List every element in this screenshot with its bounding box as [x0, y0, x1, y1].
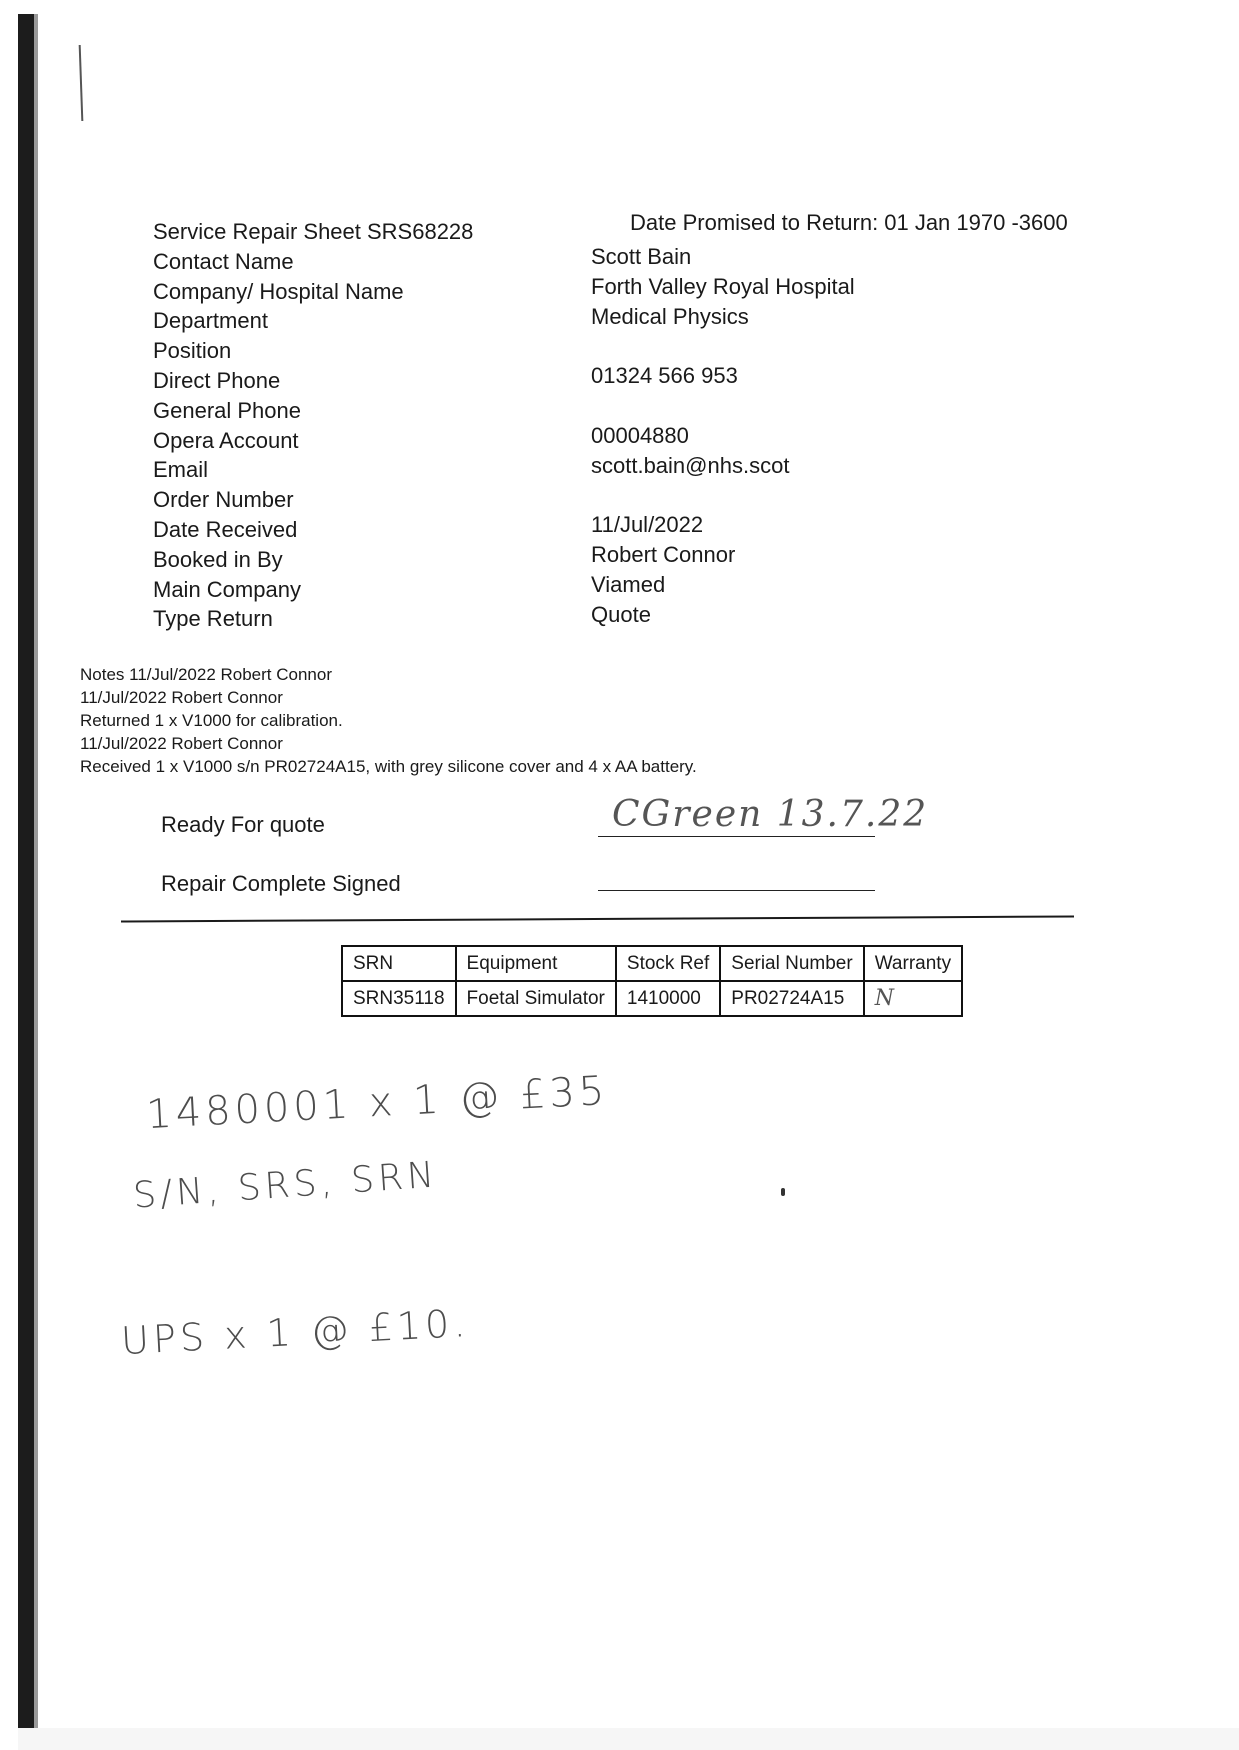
- note-line: Received 1 x V1000 s/n PR02724A15, with grey silicone cover and 4 x AA battery.: [80, 757, 697, 776]
- value-main-company: Viamed: [591, 571, 666, 597]
- label-date-received: Date Received: [153, 516, 298, 542]
- table-header-row: [342, 946, 962, 981]
- field-labels: [153, 217, 473, 634]
- label-main-company: Main Company: [153, 576, 301, 602]
- header-serial-number: Serial Number: [720, 946, 863, 981]
- section-divider: [121, 916, 1074, 923]
- cell-warranty: N: [864, 981, 962, 1016]
- label-department: Department: [153, 308, 268, 334]
- ready-signature: CGreen 13.7.22: [612, 794, 929, 835]
- value-order-number: [591, 480, 855, 510]
- value-opera-account: 00004880: [591, 422, 689, 448]
- value-department: Medical Physics: [591, 303, 749, 329]
- table-row: [342, 981, 962, 1016]
- value-general-phone: [591, 391, 855, 421]
- header-warranty: Warranty: [864, 946, 962, 981]
- label-contact-name: Contact Name: [153, 248, 294, 274]
- cell-stock-ref: 1410000: [616, 981, 720, 1016]
- scan-border-light: [34, 14, 38, 1736]
- label-direct-phone: Direct Phone: [153, 367, 281, 393]
- stray-mark: [781, 1188, 785, 1196]
- value-direct-phone: 01324 566 953: [591, 363, 738, 389]
- date-promised: [630, 210, 1074, 236]
- label-general-phone: General Phone: [153, 397, 301, 423]
- repair-complete-label: Repair Complete Signed: [161, 871, 401, 896]
- ready-for-quote-label: Ready For quote: [161, 812, 325, 837]
- sheet-title: Service Repair Sheet SRS68228: [153, 219, 474, 244]
- header-stock-ref: Stock Ref: [616, 946, 720, 981]
- field-values: [591, 242, 855, 629]
- header-srn: SRN: [342, 946, 456, 981]
- value-type-return: Quote: [591, 601, 651, 627]
- value-contact-name: Scott Bain: [591, 244, 692, 269]
- equipment-table: [341, 945, 963, 1017]
- promised-label: Date Promised to Return:: [630, 210, 879, 235]
- cell-srn: SRN35118: [342, 981, 456, 1016]
- scan-bottom-edge: [18, 1728, 1239, 1750]
- note-line: Returned 1 x V1000 for calibration.: [80, 711, 343, 730]
- handwritten-line-3: UPS x 1 @ £10.: [120, 1300, 471, 1364]
- repair-complete-signature-line: [598, 890, 875, 891]
- value-position: [591, 331, 855, 361]
- ready-signature-line: [598, 836, 875, 837]
- label-booked-in-by: Booked in By: [153, 546, 283, 572]
- pen-stroke-mark: [79, 45, 84, 121]
- cell-equipment: Foetal Simulator: [456, 981, 616, 1016]
- promised-value: 01 Jan 1970 -3600: [884, 210, 1068, 235]
- label-order-number: Order Number: [153, 487, 294, 513]
- handwritten-line-1: 1480001 x 1 @ £35: [145, 1067, 610, 1139]
- cell-serial-number: PR02724A15: [720, 981, 863, 1016]
- label-position: Position: [153, 338, 232, 364]
- value-email: scott.bain@nhs.scot: [591, 452, 790, 478]
- label-email: Email: [153, 457, 209, 483]
- notes-block: [80, 663, 697, 778]
- note-line: 11/Jul/2022 Robert Connor: [80, 688, 283, 707]
- value-booked-in-by: Robert Connor: [591, 541, 736, 567]
- value-date-received: 11/Jul/2022: [591, 512, 704, 538]
- label-type-return: Type Return: [153, 606, 273, 632]
- label-company: Company/ Hospital Name: [153, 278, 404, 304]
- note-line: Notes 11/Jul/2022 Robert Connor: [80, 665, 333, 684]
- note-line: 11/Jul/2022 Robert Connor: [80, 734, 283, 753]
- value-company: Forth Valley Royal Hospital: [591, 273, 855, 299]
- scan-border-dark: [18, 14, 34, 1736]
- header-equipment: Equipment: [456, 946, 616, 981]
- label-opera-account: Opera Account: [153, 427, 299, 453]
- handwritten-line-2: S/N, SRS, SRN: [131, 1154, 440, 1217]
